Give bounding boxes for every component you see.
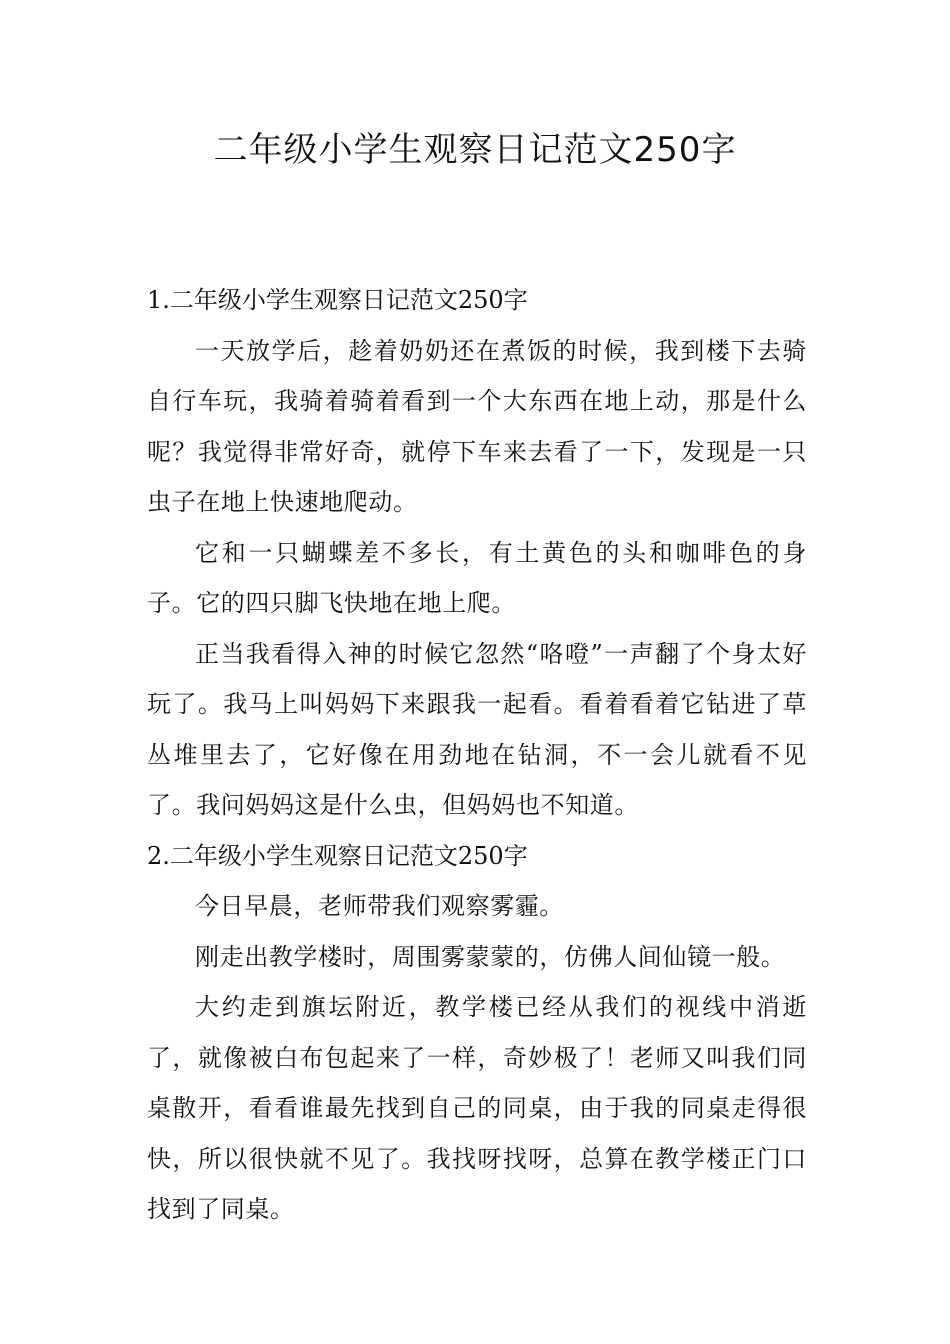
paragraph: 今日早晨，老师带我们观察雾霾。 — [195, 892, 564, 920]
section-heading: 1.二年级小学生观察日记范文250字 — [147, 286, 528, 314]
page-title: 二年级小学生观察日记范文250字 — [213, 130, 737, 170]
section-2 — [147, 831, 807, 1235]
paragraph: 大约走到旗坛附近，教学楼已经从我们的视线中消逝了，就像被白布包起来了一样，奇妙极了！老师又叫我们同桌散开，看看谁最先找到自己的同桌，由于我的同桌走得很快，所以很快就不见了。我找呀找呀，总算在教学楼正门口找到了同桌。 — [147, 993, 807, 1223]
section-1 — [147, 275, 807, 831]
paragraph: 它和一只蝴蝶差不多长，有土黄色的头和咖啡色的身子。它的四只脚飞快地在地上爬。 — [147, 538, 807, 617]
paragraph: 刚走出教学楼时，周围雾蒙蒙的，仿佛人间仙镜一般。 — [195, 942, 786, 971]
document-body — [147, 275, 807, 1235]
paragraph: 正当我看得入神的时候它忽然“咯噔”一声翻了个身太好玩了。我马上叫妈妈下来跟我一起看。看着看着它钻进了草丛堆里去了，它好像在用劲地在钻洞，不一会儿就看不见了。我问妈妈这是什么虫，但妈妈也不知道。 — [147, 639, 807, 819]
paragraph: 一天放学后，趁着奶奶还在煮饭的时候，我到楼下去骑自行车玩，我骑着骑着看到一个大东西在地上动，那是什么呢？我觉得非常好奇，就停下车来去看了一下，发现是一只虫子在地上快速地爬动。 — [147, 336, 807, 516]
section-heading: 2.二年级小学生观察日记范文250字 — [147, 841, 528, 870]
